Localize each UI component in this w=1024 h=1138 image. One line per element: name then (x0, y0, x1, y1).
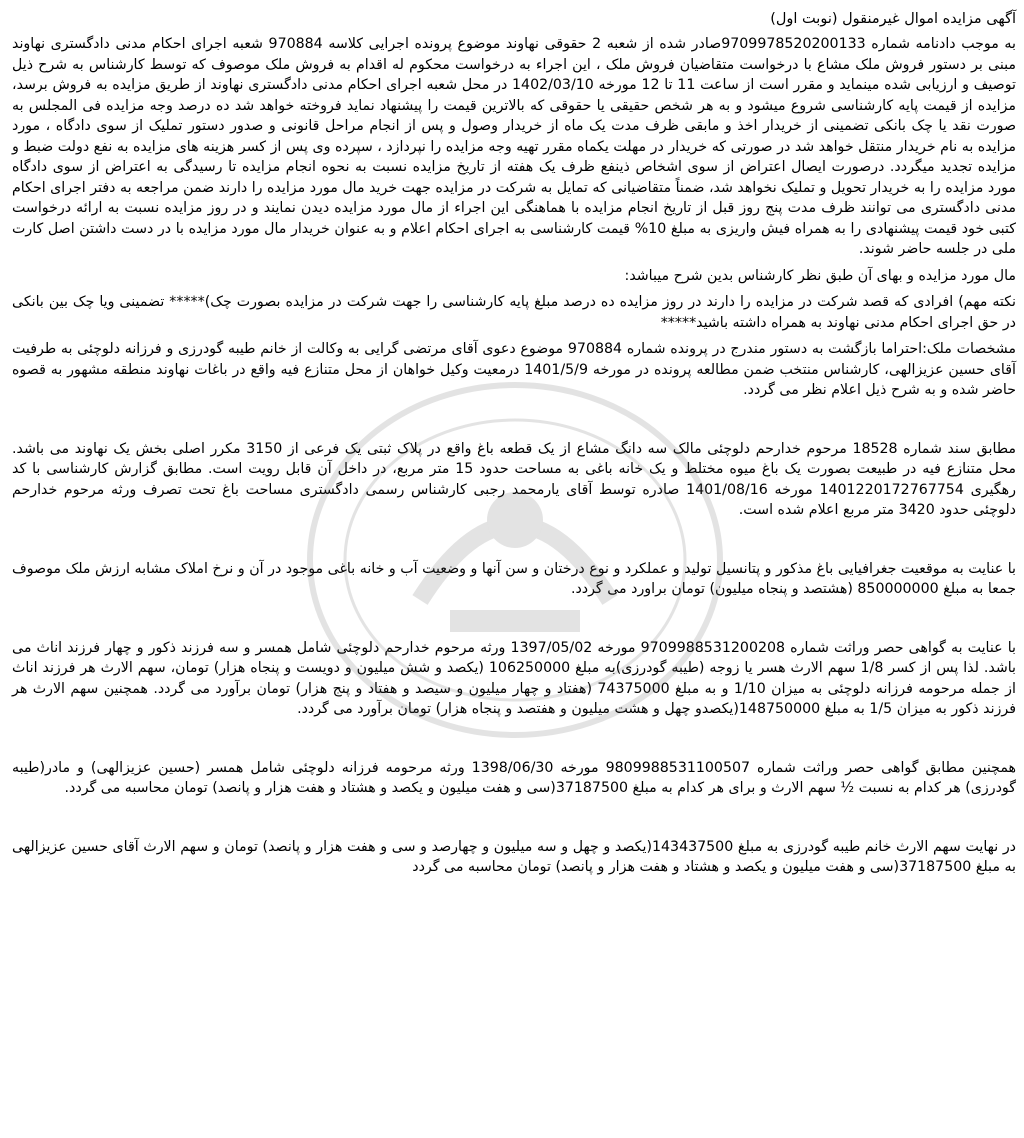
deed-paragraph: مطابق سند شماره 18528 مرحوم خدارحم دلوچئی مالک سه دانگ مشاع از یک قطعه باغ واقع در پلاک ثبتی یک فرعی از 3150 مکرر اصلی بخش یک نهاوند می باشد. محل متنازع فیه در طبیعت بصورت یک باغ میوه مختلط و یک خانه باغی به مساحت حدود 15 متر مربع، در داخل آن قابل رویت است. مطابق گزارش کارشناسی با کد رهگیری 1401220172767754 مورخه 1401/08/16 صادره توسط آقای یارمحمد رجبی کارشناس رسمی دادگستری مساحت باغ تحت تصرف ورثه مرحوم خدارحم دلوچئی حدود 3420 متر مربع اعلام شده است. (12, 440, 1017, 518)
spacer (12, 401, 1016, 439)
inheritance-paragraph-1: با عنایت به گواهی حصر وراثت شماره 9709988531200208 مورخه 1397/05/02 ورثه مرحوم خدارحم دلوچئی شامل همسر و سه فرزند ذکور و چهار فرزند اناث می باشد. لذا پس از کسر 1/8 سهم الارث هسر یا زوجه (طیبه گودرزی)به مبلغ 106250000 (یکصد و شش میلیون و دویست و پنجاه هزار) تومان، سهم الارث هر فرزند اناث از جمله مرحومه فرزانه دلوچئی به میزان 1/10 و به مبلغ 74375000 (هفتاد و چهار میلیون و سیصد و هفتاد و پنج هزار) تومان برآورد می گردد. همچنین سهم الارث هر فرزند ذکور به میزان 1/5 به مبلغ 148750000(یکصدو چهل و هشت میلیون و هفتصد و پنجاه هزار) تومان برآورد می گردد. (12, 639, 1016, 717)
spacer (12, 799, 1016, 837)
property-specs-paragraph: مشخصات ملک:احتراما بازگشت به دستور مندرج در پرونده شماره 970884 موضوع دعوی آقای مرتضی گرایی به وکالت از خانم طیبه گودرزی و فرزانه دلوچئی به طرفیت آقای حسین عزیزالهی، کارشناس منتخب ضمن مطالعه پرونده در مورخه 1401/5/9 درمعیت وکیل خواهان از محل متنازع فیه واقع در باغات نهاوند منطقه مشهور به قصوه حاضر شده و به شرح ذیل اعلام نظر می گردد. (12, 341, 1017, 398)
inheritance-paragraph-2: همچنین مطابق گواهی حصر وراثت شماره 9809988531100507 مورخه 1398/06/30 ورثه مرحومه فرزانه دلوچئی شامل همسر (حسین عزیزالهی) و مادر(طیبه گودرزی) هر کدام به نسبت ½ سهم الارث و برای هر کدام به مبلغ 37187500(سی و هفت میلیون و یکصد و هشتاد و هفت هزار و پانصد) تومان محاسبه می گردد. (12, 759, 1017, 796)
conclusion-paragraph: در نهایت سهم الارث خانم طیبه گودرزی به مبلغ 143437500(یکصد و چهل و سه میلیون و چهارصد و سی و هفت هزار و پانصد) تومان و سهم الارث آقای حسین عزیزالهی به مبلغ 37187500(سی و هفت میلیون و یکصد و هشتاد و هفت هزار و پانصد) تومان محاسبه می گردد (12, 838, 1016, 875)
spacer (12, 521, 1016, 559)
valuation-paragraph: با عنایت به موقعیت جغرافیایی باغ مذکور و پتانسیل تولید و عملکرد و نوع درختان و سن آنها و وضعیت آب و خانه باغی موجود در آن و نرخ املاک مشابه ارزش ملک موصوف جمعا به مبلغ 850000000 (هشتصد و پنجاه میلیون) تومان براورد می گردد. (12, 560, 1016, 597)
note-paragraph: نکته مهم) افرادی که قصد شرکت در مزایده را دارند در روز مزایده ده درصد مبلغ پایه کارشناسی را جهت شرکت در مزایده بصورت چک)***** تضمینی ویا چک بین بانکی در حق اجرای احکام مدنی نهاوند به همراه داشته باشید***** (12, 294, 1016, 331)
spacer (12, 720, 1016, 758)
notice-title: آگهی مزایده اموال غیرمنقول (نوبت اول) (770, 11, 1016, 27)
spacer (12, 600, 1016, 638)
intro-paragraph: به موجب دادنامه شماره 9709978520200133صادر شده از شعبه 2 حقوقی نهاوند موضوع پرونده اجرایی کلاسه 970884 شعبه اجرای احکام مدنی دادگستری نهاوند مبنی بر دستور فروش ملک مشاع با درخواست متقاضیان فروش ملک ، این اجراء به درخواست محکوم له اقدام به فروش ملک موصوف که توسط کارشناس به شرح ذیل توصیف و ارزیابی شده مینماید و مقرر است از ساعت 11 تا 12 مورخه 1402/03/10 در محل شعبه اجرای احکام مدنی دادگستری نهاوند از طریق مزایده به فروش برسد، مزایده از قیمت پایه کارشناسی شروع میشود و به هر شخص حقیقی یا حقوقی که بالاترین قیمت را پیشنهاد نماید فروخته خواهد شد ده درصد وجه مزایده فی المجلس به صورت نقد یا چک بانکی تضمینی از خریدار اخذ و مابقی ظرف مدت یک ماه از خریدار وصول و پس از انجام مراحل قانونی و صدور دستور تملیک از سوی دادگاه ، مورد مزایده به نام خریدار منتقل خواهد شد در صورتی که خریدار در مهلت یکماه مقرر تهیه وجه مزایده را نپردازد ، سپرده وی پس از کسر هزینه های مزایده به نفع دولت ضبط و مزایده تجدید میگردد. درصورت ایصال اعتراض از سوی اشخاص ذینفع ظرف یک هفته از تاریخ مزایده نسبت به نحوه انجام مزایده تا رسیدگی به اعتراض از سوی دادگاه مورد مزایده را به خریدار تحویل و تملیک نخواهد شد، ضمناً متقاضیانی که تمایل به شرکت در مزایده جهت خرید مال مورد مزایده را دارند ضمن مراجعه به دفتر اجرای احکام مدنی دادگستری می توانند ظرف مدت پنج روز قبل از تاریخ انجام مزایده با هماهنگی این اجراء از مال مورد مزایده دیدن نمایند و در روز مزایده نسبت به ارائه درخواست کتبی خود قیمت پیشنهادی را به همراه فیش واریزی به مبلغ 10% قیمت کارشناسی به اجرای احکام اعلام و به عنوان خریدار مال مورد مزایده با در دست داشتن اصل کارت ملی در جلسه حاضر شوند. (12, 36, 1016, 257)
subject-paragraph: مال مورد مزایده و بهای آن طبق نظر کارشناس بدین شرح میباشد: (624, 267, 1016, 284)
